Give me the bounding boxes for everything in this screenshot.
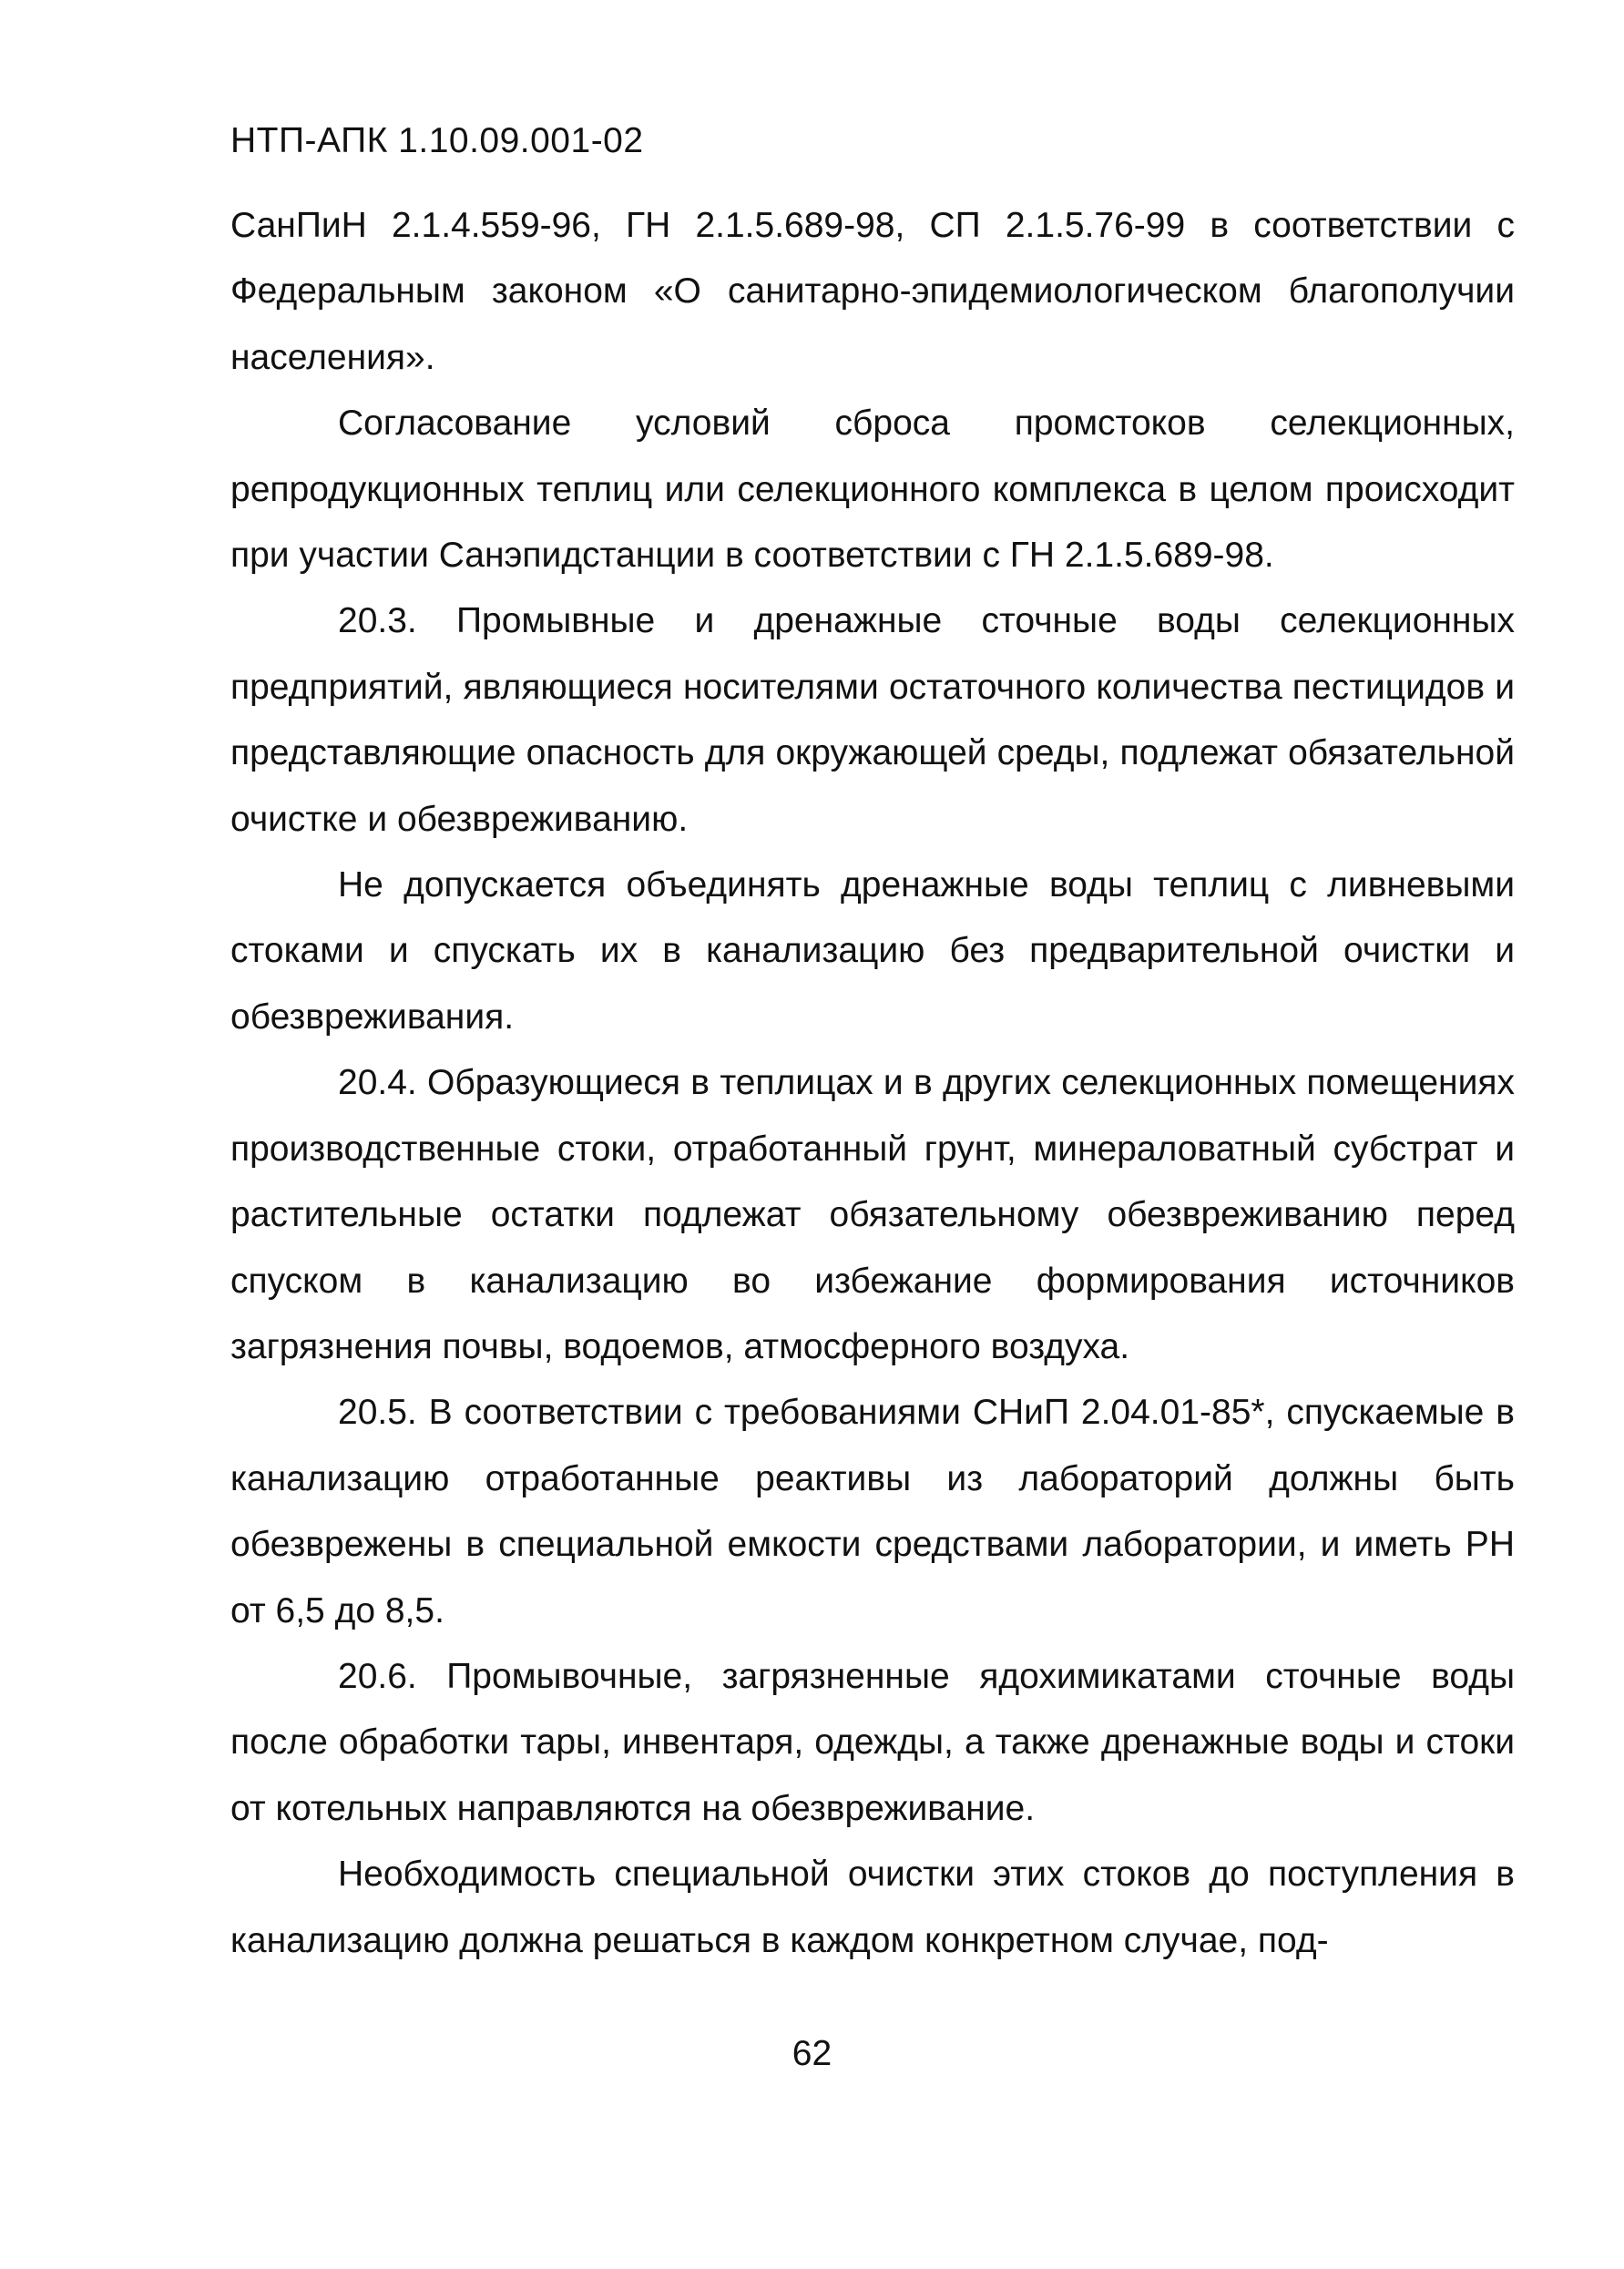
document-code-header: НТП-АПК 1.10.09.001-02 [230, 121, 644, 160]
paragraph-continuation: СанПиН 2.1.4.559-96, ГН 2.1.5.689-98, СП 2.1.5.76-99 в соответствии с Федеральным законом «О санитарно-эпидемиологическом благополучии населения». [230, 206, 1515, 377]
paragraph-20-6: 20.6. Промывочные, загрязненные ядохимикатами сточные воды после обработки тары, инвентаря, одежды, а также дренажные воды и стоки от котельных направляются на обезвреживание. [230, 1656, 1515, 1828]
paragraph-approval: Согласование условий сброса промстоков селекционных, репродукционных теплиц или селекционного комплекса в целом происходит при участии Санэпидстанции в соответствии с ГН 2.1.5.689-98. [230, 404, 1515, 576]
document-body [230, 193, 1515, 1974]
paragraph-20-5: 20.5. В соответствии с требованиями СНиП 2.04.01-85*, спускаемые в канализацию отработанные реактивы из лабораторий должны быть обезврежены в специальной емкости средствами лаборатории, и иметь PH от 6,5 до 8,5. [230, 1393, 1515, 1630]
paragraph-20-4: 20.4. Образующиеся в теплицах и в других селекционных помещениях производственные стоки, отработанный грунт, минераловатный субстрат и растительные остатки подлежат обязательному обезвреживанию перед спуском в канализацию во избежание формирования источников загрязнения почвы, водоемов, атмосферного воздуха. [230, 1063, 1515, 1366]
paragraph-20-3: 20.3. Промывные и дренажные сточные воды селекционных предприятий, являющиеся носителями остаточного количества пестицидов и представляющие опасность для окружающей среды, подлежат обязательной очистке и обезвреживанию. [230, 601, 1515, 839]
page-number: 62 [792, 2034, 832, 2073]
paragraph-drainage-restriction: Не допускается объединять дренажные воды теплиц с ливневыми стоками и спускать их в канализацию без предварительной очистки и обезвреживания. [230, 865, 1515, 1037]
paragraph-special-treatment: Необходимость специальной очистки этих стоков до поступления в канализацию должна решаться в каждом конкретном случае, под- [230, 1855, 1515, 1960]
